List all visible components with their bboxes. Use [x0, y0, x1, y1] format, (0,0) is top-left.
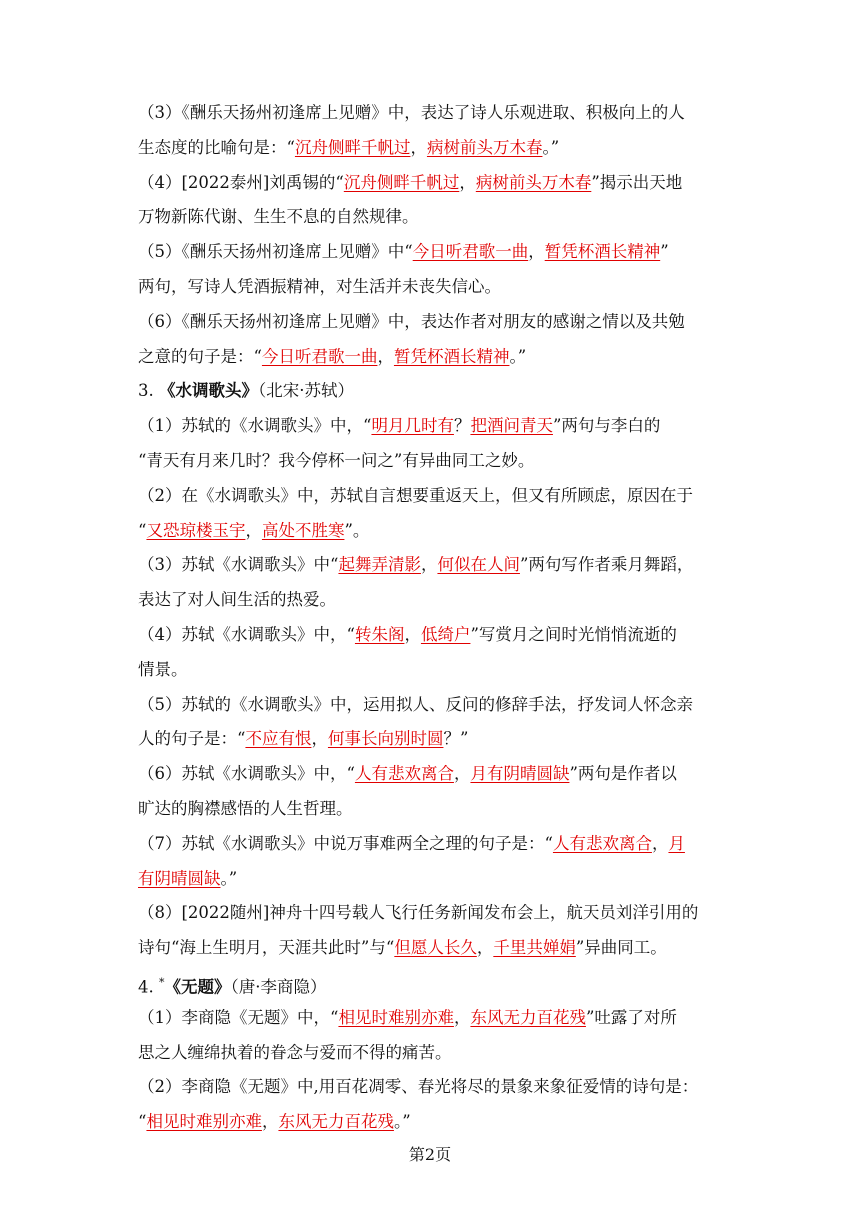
body-text: 3. [138, 381, 159, 401]
section-heading: 《无题》 [164, 977, 231, 997]
text-line [138, 618, 726, 653]
document-body [138, 96, 726, 1140]
text-line [138, 514, 726, 549]
body-text: ， [245, 520, 262, 540]
body-text: ”写赏月之间时光悄悄流逝的 [470, 624, 677, 644]
answer-text: 东风无力百花残 [278, 1112, 394, 1132]
answer-text: 明月几时有 [371, 416, 454, 436]
answer-text: 又恐琼楼玉宇 [146, 520, 246, 540]
body-text: 。” [542, 137, 560, 157]
text-line [138, 827, 726, 862]
body-text: ”两句是作者以 [569, 764, 677, 784]
asterisk-mark: * [159, 975, 165, 989]
answer-text: 转朱阁 [354, 624, 405, 644]
body-text: ， [410, 137, 427, 157]
body-text: （1）李商隐《无题》中，“ [138, 1007, 339, 1027]
text-line [138, 340, 726, 375]
body-text: ”两句写作者乘月舞蹈， [519, 555, 694, 575]
body-text: ， [476, 938, 494, 958]
text-line [138, 862, 726, 897]
text-line [138, 757, 726, 792]
text-line [138, 548, 726, 583]
body-text: “ [138, 520, 147, 540]
text-line [138, 374, 726, 409]
answer-text: 相见时难别亦难 [338, 1007, 454, 1027]
body-text: 思之人缠绵执着的眷念与爱而不得的痛苦。 [138, 1042, 452, 1062]
body-text: （北宋·苏轼） [258, 381, 354, 401]
body-text: ”。 [344, 520, 370, 540]
answer-text: 今日听君歌一曲 [261, 346, 378, 366]
answer-text: 月有阴晴圆缺 [470, 764, 570, 784]
text-line [138, 1036, 726, 1071]
body-text: ” [660, 242, 669, 262]
answer-text: 沉舟侧畔千帆过 [294, 137, 411, 157]
body-text: ”异曲同工。 [575, 938, 667, 958]
text-line [138, 653, 726, 688]
text-line [138, 131, 726, 166]
body-text: （8）[2022随州]神舟十四号载人飞行任务新闻发布会上，航天员刘洋引用的 [138, 903, 699, 923]
body-text: 两句，写诗人凭酒振精神，对生活并未丧失信心。 [138, 276, 501, 296]
body-text: 之意的句子是：“ [138, 346, 262, 366]
answer-text: 东风无力百花残 [470, 1007, 586, 1027]
body-text: ？ [453, 416, 471, 436]
answer-text: 高处不胜寒 [261, 520, 345, 540]
answer-text: 沉舟侧畔千帆过 [343, 172, 460, 192]
text-line [138, 270, 726, 305]
text-line [138, 200, 726, 235]
body-text: （5）《酬乐天扬州初逢席上见赠》中“ [138, 242, 413, 262]
answer-text: 不应有恨 [245, 729, 312, 749]
answer-text: 人有悲欢离合 [552, 833, 652, 853]
body-text: ？” [443, 729, 469, 749]
text-line [138, 479, 726, 514]
body-text: 诗句“海上生明月，天涯共此时”与“ [138, 938, 395, 958]
body-text: “青天有月来几时？我今停杯一问之”有异曲同工之妙。 [138, 450, 535, 470]
body-text: （7）苏轼《水调歌头》中说万事难两全之理的句子是：“ [138, 833, 553, 853]
body-text: （6）苏轼《水调歌头》中，“ [138, 764, 355, 784]
body-text: （3）《酬乐天扬州初逢席上见赠》中，表达了诗人乐观进取、积极向上的人 [138, 103, 685, 122]
text-line [138, 792, 726, 827]
body-text: （3）苏轼《水调歌头》中“ [138, 555, 339, 575]
body-text: （2）李商隐《无题》中,用百花凋零、春光将尽的景象来象征爱情的诗句是： [138, 1077, 699, 1097]
text-line [138, 444, 726, 479]
text-line [138, 1070, 726, 1105]
answer-text: 暂凭杯酒长精神 [393, 346, 510, 366]
body-text: ， [311, 729, 328, 749]
body-text: ”揭示出天地 [591, 172, 683, 192]
body-text: 表达了对人间生活的热爱。 [138, 590, 336, 610]
answer-text: 暂凭杯酒长精神 [544, 242, 661, 262]
body-text: “ [138, 1112, 147, 1132]
text-line [138, 966, 726, 1001]
body-text: ， [453, 1007, 471, 1027]
answer-text: 何似在人间 [437, 555, 520, 575]
body-text: （5）苏轼的《水调歌头》中，运用拟人、反问的修辞手法，抒发词人怀念亲 [138, 694, 693, 714]
body-text: 。” [220, 868, 238, 888]
body-text: 。” [393, 1112, 411, 1132]
text-line [138, 305, 726, 340]
text-line [138, 166, 726, 201]
text-line [138, 583, 726, 618]
answer-text: 月 [668, 833, 685, 853]
text-line [138, 235, 726, 270]
body-text: ”吐露了对所 [585, 1007, 677, 1027]
body-text: ， [377, 346, 394, 366]
body-text: （6）《酬乐天扬州初逢席上见赠》中，表达作者对朋友的感谢之情以及共勉 [138, 311, 685, 331]
body-text: ， [528, 242, 545, 262]
body-text: ， [651, 833, 669, 853]
body-text: （1）苏轼的《水调歌头》中，“ [138, 416, 372, 436]
answer-text: 把酒问青天 [470, 416, 553, 436]
answer-text: 人有悲欢离合 [354, 764, 454, 784]
text-line [138, 1105, 726, 1140]
text-line [138, 96, 726, 131]
body-text: （4）苏轼《水调歌头》中，“ [138, 624, 355, 644]
answer-text: 起舞弄清影 [338, 555, 421, 575]
body-text: 生态度的比喻句是：“ [138, 137, 295, 157]
answer-text: 千里共婵娟 [493, 938, 576, 958]
body-text: （2）在《水调歌头》中，苏轼自言想要重返天上，但又有所顾虑，原因在于 [138, 485, 693, 505]
body-text: ， [420, 555, 438, 575]
body-text: 人的句子是：“ [138, 729, 246, 749]
answer-text: 但愿人长久 [394, 938, 477, 958]
body-text: ”两句与李白的 [552, 416, 661, 436]
section-heading: 《水调歌头》 [159, 381, 258, 401]
text-line [138, 931, 726, 966]
body-text: ， [453, 764, 471, 784]
answer-text: 何事长向别时圆 [327, 729, 444, 749]
answer-text: 今日听君歌一曲 [412, 242, 529, 262]
body-text: ， [459, 172, 476, 192]
body-text: 。” [509, 346, 527, 366]
text-line [138, 896, 726, 931]
answer-text: 相见时难别亦难 [146, 1112, 262, 1132]
body-text: 4. [138, 977, 159, 997]
body-text: （唐·李商隐） [230, 977, 327, 997]
page-number: 第2页 [408, 1145, 452, 1164]
answer-text: 有阴晴圆缺 [138, 868, 221, 888]
body-text: ， [404, 624, 421, 644]
body-text: 情景。 [138, 659, 188, 679]
text-line [138, 1001, 726, 1036]
answer-text: 病树前头万木春 [475, 172, 592, 192]
text-line [138, 688, 726, 723]
body-text: （4）[2022泰州]刘禹锡的“ [138, 172, 344, 192]
text-line [138, 409, 726, 444]
answer-text: 病树前头万木春 [426, 137, 543, 157]
answer-text: 低绮户 [420, 624, 471, 644]
text-line [138, 722, 726, 757]
body-text: 万物新陈代谢、生生不息的自然规律。 [138, 207, 419, 227]
body-text: ， [261, 1112, 279, 1132]
body-text: 旷达的胸襟感悟的人生哲理。 [138, 798, 353, 818]
